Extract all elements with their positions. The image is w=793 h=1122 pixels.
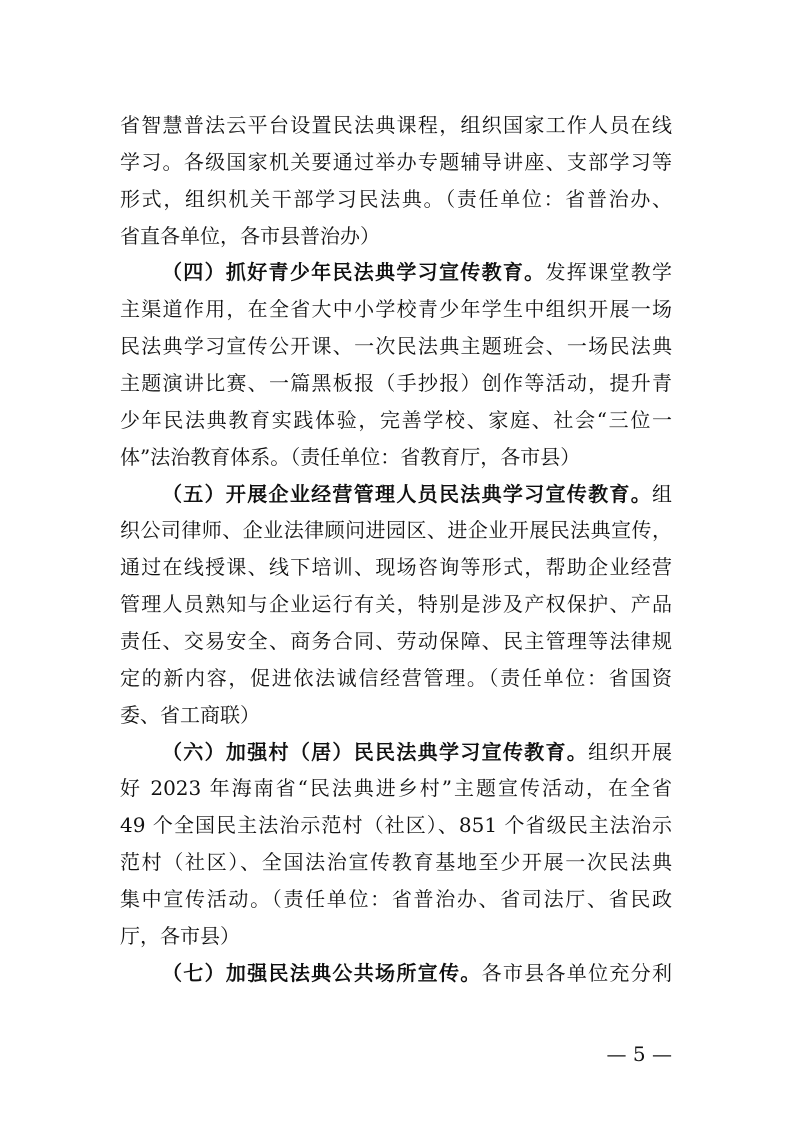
section-first-line-rest: 各市县各单位充分利 <box>481 960 673 985</box>
text-line: 省智慧普法云平台设置民法典课程，组织国家工作人员在线 <box>120 113 672 137</box>
section-heading: （五）开展企业经营管理人员民法典学习宣传教育。 <box>162 481 652 506</box>
text-line: 形式，组织机关干部学习民法典。（责任单位：省普治办、 <box>120 186 672 211</box>
section-first-line-rest: 组织开展 <box>588 739 673 764</box>
text-line: 责任、交易安全、商务合同、劳动保障、民主管理等法律规 <box>120 629 672 654</box>
text-line: 49 个全国民主法治示范村（社区）、851 个省级民主法治示 <box>120 813 672 838</box>
section-first-line-rest: 组 <box>652 481 672 506</box>
section-heading: （七）加强民法典公共场所宣传。 <box>162 960 482 985</box>
text-line: 主渠道作用，在全省大中小学校青少年学生中组织开展一场 <box>120 297 672 322</box>
section-first-line <box>120 476 672 513</box>
text-line: 通过在线授课、线下培训、现场咨询等形式，帮助企业经营 <box>120 555 672 580</box>
text-line: 民法典学习宣传公开课、一次民法典主题班会、一场民法典 <box>120 334 672 359</box>
text-line: 织公司律师、企业法律顾问进园区、进企业开展民法典宣传， <box>120 518 672 543</box>
page-number: — 5 — <box>606 1042 672 1066</box>
text-line: 体”法治教育体系。（责任单位：省教育厅，各市县） <box>120 444 581 469</box>
section-heading: （四）抓好青少年民法典学习宣传教育。 <box>162 260 546 285</box>
text-line: 少年民法典教育实践体验，完善学校、家庭、社会“三位一 <box>120 407 672 432</box>
text-line: 管理人员熟知与企业运行有关，特别是涉及产权保护、产品 <box>120 592 672 617</box>
text-line: 定的新内容，促进依法诚信经营管理。（责任单位：省国资 <box>120 665 672 690</box>
document-body <box>120 107 672 992</box>
text-line: 省直各单位，各市县普治办） <box>120 223 380 248</box>
text-line: 主题演讲比赛、一篇黑板报（手抄报）创作等活动，提升青 <box>120 371 672 396</box>
section-first-line <box>120 734 672 771</box>
section-first-line <box>120 254 672 291</box>
text-line: 委、省工商联） <box>120 702 260 727</box>
section-first-line <box>120 955 672 992</box>
text-line: 学习。各级国家机关要通过举办专题辅导讲座、支部学习等 <box>120 149 672 174</box>
text-line: 集中宣传活动。（责任单位：省普治办、省司法厅、省民政 <box>120 887 672 912</box>
section-heading: （六）加强村（居）民民法典学习宣传教育。 <box>162 739 589 764</box>
section-first-line-rest: 发挥课堂教学 <box>545 260 673 285</box>
text-line: 范村（社区）、全国法治宣传教育基地至少开展一次民法典 <box>120 850 672 875</box>
text-line: 好 2023 年海南省“民法典进乡村”主题宣传活动，在全省 <box>120 776 672 801</box>
text-line: 厅，各市县） <box>120 923 240 948</box>
